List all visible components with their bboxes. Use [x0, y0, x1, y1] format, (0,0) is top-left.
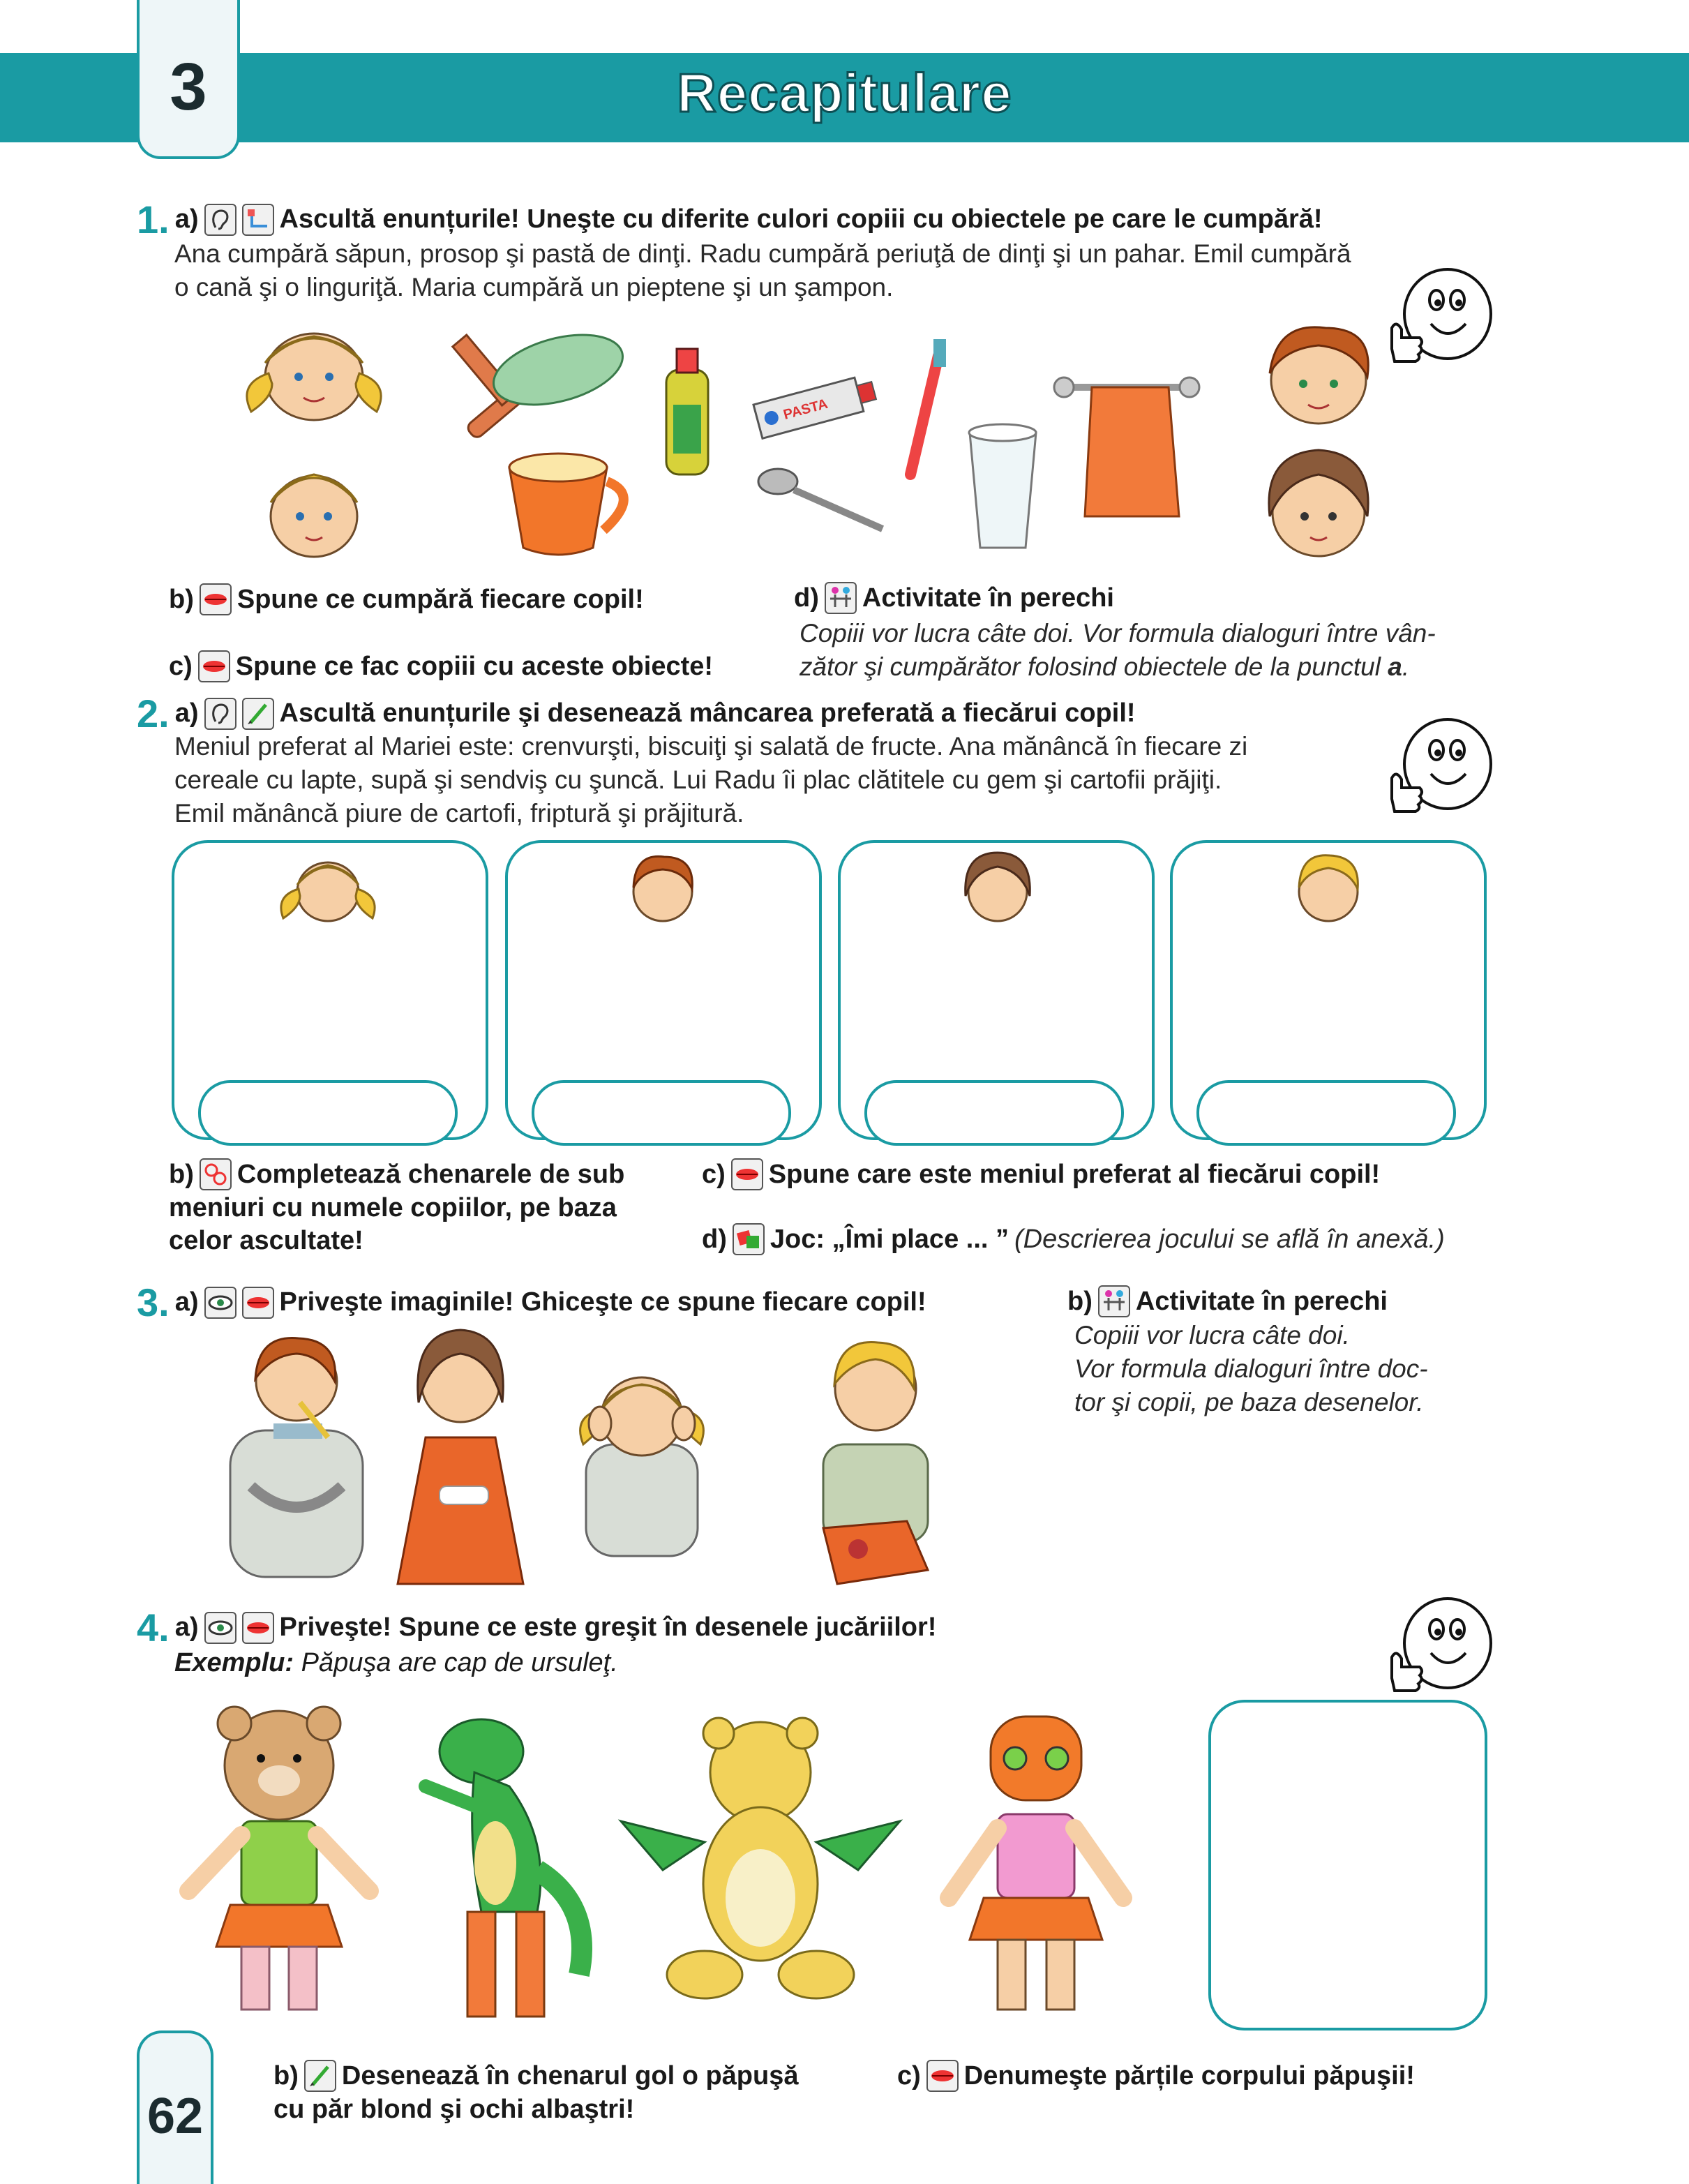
ex2-b-instruction-line: Completează chenarele de sub — [237, 1159, 625, 1189]
ear-icon — [204, 204, 237, 236]
ex2-b — [169, 1158, 685, 1256]
girl-ear-ache — [580, 1377, 704, 1556]
ex4-a-label: a) — [174, 1613, 199, 1642]
ex4-c-instruction: Denumeşte părțile corpului păpuşii! — [963, 2060, 1415, 2090]
ex4-example — [174, 1648, 618, 1678]
ex1-b-instruction: Spune ce cumpără fiecare copil! — [237, 584, 644, 614]
ex3-b-text-line: tor şi copii, pe baza desenelor. — [1074, 1388, 1424, 1416]
ex4-c-label: c) — [897, 2060, 921, 2090]
ex2-d-instruction: Joc: „Îmi place ... ” — [770, 1224, 1009, 1254]
head-blond-short — [1279, 846, 1377, 929]
ex1-c-instruction: Spune ce fac copiii cu aceste obiecte! — [235, 651, 714, 681]
ex1-b-label: b) — [169, 584, 194, 614]
ex4-illustration — [174, 1703, 1165, 2037]
ex1-c-label: c) — [169, 651, 193, 681]
ex2-c-instruction: Spune care este meniul preferat al fiecărui copil! — [768, 1159, 1381, 1189]
name-box-2[interactable] — [532, 1080, 791, 1146]
ex2-d-label: d) — [702, 1224, 727, 1254]
ex4-b — [273, 2060, 901, 2125]
ex1-c — [169, 650, 713, 682]
ex3-b — [1067, 1285, 1388, 1317]
bear-with-dinosaur-arms — [621, 1718, 900, 1998]
ex2-b-instruction-line: meniuri cu numele copiilor, pe baza — [169, 1193, 617, 1222]
ex1-d-text-line: zător şi cumpărător folosind obiectele de la punctul — [800, 652, 1381, 681]
ex2-text-line: cereale cu lapte, supă şi sendviş cu şuncă. Lui Radu îi plac clătitele cu gem şi cartofii prăjiţi. — [174, 765, 1222, 794]
ex4-b-instruction-line: cu păr blond şi ochi albaştri! — [273, 2095, 635, 2124]
ex1-d-text-line: Copiii vor lucra câte doi. Vor formula dialoguri între vân- — [800, 619, 1436, 648]
pair-activity-icon — [1098, 1285, 1130, 1317]
smiley-thumbs-up-icon — [1378, 1594, 1496, 1699]
girl-blond-pigtails — [247, 334, 381, 420]
ex2-c — [702, 1158, 1380, 1190]
ex4-example-text: Păpuşa are cap de ursuleţ. — [301, 1648, 618, 1677]
ex1-b — [169, 583, 644, 615]
name-box-3[interactable] — [864, 1080, 1124, 1146]
pencil-icon — [304, 2060, 336, 2092]
ex2-text-line: Emil mănâncă piure de cartofi, friptură şi prăjitură. — [174, 799, 744, 828]
pencil-icon — [242, 698, 274, 730]
ex1-text-line: Ana cumpără săpun, prosop şi pastă de dinţi. Radu cumpără periuţă de dinţi şi un pahar. Emil cumpără — [174, 239, 1351, 268]
ex2-b-instruction-line: celor ascultate! — [169, 1226, 363, 1255]
girl-blond-short — [271, 474, 357, 557]
shampoo-bottle — [666, 349, 708, 474]
ex2-b-label: b) — [169, 1159, 194, 1189]
unit-number: 3 — [170, 50, 207, 124]
eye-icon — [204, 1612, 237, 1644]
name-box-1[interactable] — [198, 1080, 458, 1146]
boy-sore-throat — [230, 1338, 363, 1577]
ex2-d-note: (Descrierea jocului se află în anexă.) — [1014, 1225, 1445, 1254]
towel-on-rack — [1054, 377, 1199, 516]
doll-with-bear-head — [188, 1707, 370, 2010]
glass-of-water — [969, 424, 1036, 548]
ex2-number: 2. — [137, 691, 170, 735]
spoon — [758, 469, 883, 529]
page-title: Recapitulare — [677, 62, 1012, 124]
puzzle-icon — [200, 1158, 232, 1190]
head-red-hair — [614, 846, 712, 929]
ex4-number: 4. — [137, 1606, 170, 1650]
ex3-b-label: b) — [1067, 1286, 1093, 1316]
lips-icon — [731, 1158, 763, 1190]
ex2-text — [174, 730, 1402, 830]
ex4-b-instruction-line: Desenează în chenarul gol o păpuşă — [341, 2060, 799, 2090]
connect-lines-icon — [242, 204, 274, 236]
lips-icon — [200, 583, 232, 615]
ex1-text — [174, 237, 1500, 304]
ex3-b-text-line: Copiii vor lucra câte doi. — [1074, 1321, 1350, 1349]
lips-icon — [242, 1287, 274, 1319]
ex2-c-label: c) — [702, 1159, 726, 1189]
ex4-b-label: b) — [273, 2060, 299, 2090]
girl-hurt-arm — [398, 1330, 523, 1584]
lips-icon — [926, 2060, 959, 2092]
ex1-header — [137, 197, 1323, 242]
ex2-d — [702, 1222, 1445, 1256]
boy-hurt-knee — [823, 1342, 928, 1585]
head-blond-pigtails — [265, 846, 391, 929]
ex4-header — [137, 1605, 936, 1650]
ex3-a-instruction: Priveşte imaginile! Ghiceşte ce spune fiecare copil! — [279, 1287, 926, 1317]
head-brown-hair — [949, 846, 1046, 929]
ex3-illustration — [209, 1319, 991, 1591]
pair-activity-icon — [825, 582, 857, 614]
dinosaur-with-doll-legs — [426, 1719, 582, 2017]
lips-icon — [198, 650, 230, 682]
toothpaste-tube — [753, 373, 878, 438]
ex3-number: 3. — [137, 1280, 170, 1324]
ear-icon — [204, 698, 237, 730]
eye-icon — [204, 1287, 237, 1319]
ex4-a-instruction: Priveşte! Spune ce este greşit în desenele jucăriilor! — [279, 1613, 937, 1642]
ex4-c — [897, 2060, 1415, 2092]
ex1-number: 1. — [137, 197, 170, 241]
ex1-d-instruction: Activitate în perechi — [862, 583, 1114, 613]
toothbrush — [910, 339, 946, 474]
ex1-d-text-end: . — [1402, 652, 1410, 681]
ex1-d-label: d) — [794, 583, 819, 613]
toothpaste-label: PASTA — [781, 396, 830, 423]
smiley-thumbs-up-icon — [1378, 715, 1496, 820]
ex2-a-instruction: Ascultă enunțurile şi desenează mâncarea preferată a fiecărui copil! — [279, 698, 1136, 728]
ex1-d-text — [800, 617, 1497, 684]
ex4-example-label: Exemplu: — [174, 1648, 294, 1677]
ex1-a-label: a) — [174, 204, 199, 234]
boy-red-hair — [1270, 327, 1368, 424]
name-box-4[interactable] — [1196, 1080, 1456, 1146]
ex1-d-text-bold: a — [1388, 652, 1402, 681]
ex3-a-label: a) — [174, 1287, 199, 1317]
ex1-d — [794, 582, 1114, 614]
ex1-a-instruction: Ascultă enunțurile! Uneşte cu diferite culori copiii cu obiectele pe care le cumpără! — [279, 204, 1323, 234]
empty-doll-frame[interactable] — [1208, 1700, 1487, 2030]
ex3-b-text-line: Vor formula dialoguri între doc- — [1074, 1354, 1428, 1383]
ex1-illustration — [230, 307, 1437, 572]
game-dice-icon — [733, 1223, 765, 1255]
ex3-b-text — [1074, 1319, 1493, 1419]
ex2-text-line: Meniul preferat al Mariei este: crenvurşti, biscuiţi şi salată de fructe. Ana mănâncă în fiecare zi — [174, 732, 1248, 761]
lips-icon — [242, 1612, 274, 1644]
ex3-b-instruction: Activitate în perechi — [1135, 1286, 1388, 1316]
page-number: 62 — [147, 2088, 204, 2144]
girl-brown-hair — [1269, 450, 1368, 556]
ex1-text-line: o cană şi o linguriţă. Maria cumpără un pieptene şi un şampon. — [174, 273, 894, 301]
doll-with-robot-head — [949, 1716, 1123, 2010]
ex2-a-label: a) — [174, 698, 199, 728]
orange-cup — [509, 454, 624, 555]
